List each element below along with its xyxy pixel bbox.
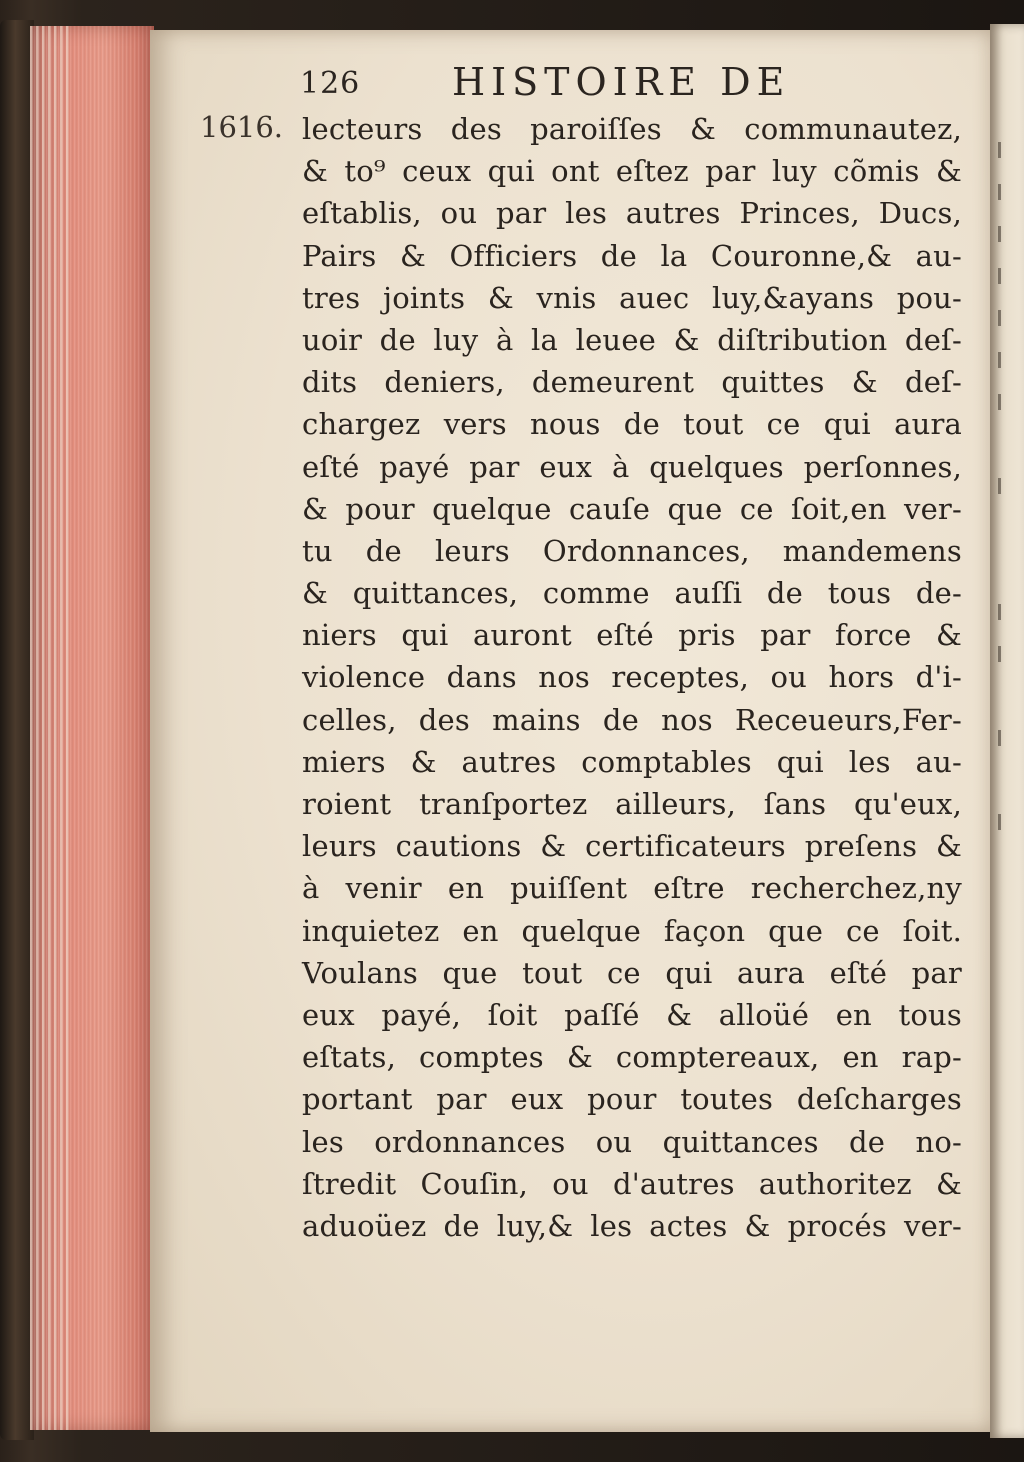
- text-line: uoir de luy à la leuee & diſtribution deſ-: [302, 322, 962, 357]
- text-line: les ordonnances ou quittances de no-: [302, 1124, 962, 1159]
- text-line: lecteurs des paroiſſes & communautez,: [302, 112, 962, 146]
- text-line: miers & autres comptables qui les au-: [302, 744, 962, 779]
- leather-binding: [0, 20, 34, 1440]
- adjacent-page-edge: [990, 24, 1024, 1438]
- text-line: aduoüez de luy,& les actes & procés ver-: [302, 1208, 962, 1243]
- text-line: eux payé, ſoit paſſé & alloüé en tous: [302, 997, 962, 1032]
- adjacent-page-glyph: [998, 352, 1001, 368]
- adjacent-page-glyph: [998, 310, 1001, 326]
- adjacent-page-glyph: [998, 142, 1001, 158]
- text-line: chargez vers nous de tout ce qui aura: [302, 407, 962, 442]
- adjacent-page-glyph: [998, 604, 1001, 620]
- adjacent-page-glyph: [998, 730, 1001, 746]
- text-line: Voulans que tout ce qui aura eſté par: [302, 955, 962, 990]
- text-line: inquietez en quelque façon que ce ſoit.: [302, 913, 962, 948]
- adjacent-page-glyph: [998, 226, 1001, 242]
- text-line: leurs cautions & certificateurs preſens &: [302, 829, 962, 864]
- margin-year: 1616.: [200, 110, 284, 144]
- text-line: & to⁹ ceux qui ont eſtez par luy cõmis &: [302, 154, 962, 189]
- text-line: & quittances, comme auſſi de tous de-: [302, 576, 962, 611]
- adjacent-page-glyph: [998, 646, 1001, 662]
- adjacent-page-glyph: [998, 478, 1001, 494]
- text-line: tres joints & vnis auec luy,&ayans pou-: [302, 280, 962, 315]
- adjacent-page-glyph: [998, 184, 1001, 200]
- text-line: tu de leurs Ordonnances, mandemens: [302, 533, 962, 568]
- text-line: ſtredit Couſin, ou d'autres authoritez &: [302, 1166, 962, 1201]
- text-line: niers qui auront eſté pris par force &: [302, 618, 962, 653]
- text-line: eſtablis, ou par les autres Princes, Ducs,: [302, 196, 962, 231]
- adjacent-page-glyph: [998, 814, 1001, 830]
- text-line: celles, des mains de nos Receueurs,Fer-: [302, 702, 962, 737]
- page-number: 126: [300, 66, 361, 101]
- adjacent-page-glyph: [998, 394, 1001, 410]
- page-header: [300, 60, 940, 112]
- red-page-edges: [30, 26, 154, 1430]
- adjacent-page-glyph: [998, 268, 1001, 284]
- text-line: violence dans nos receptes, ou hors d'i-: [302, 660, 962, 695]
- text-line: Pairs & Officiers de la Couronne,& au-: [302, 238, 962, 273]
- text-line: portant par eux pour toutes deſcharges: [302, 1082, 962, 1117]
- body-text: [302, 108, 962, 1247]
- text-line: & pour quelque cauſe que ce ſoit,en ver-: [302, 491, 962, 526]
- text-line: eſtats, comptes & comptereaux, en rap-: [302, 1040, 962, 1075]
- text-line: à venir en puiſſent eſtre recherchez,ny: [302, 871, 962, 906]
- text-line: roient tranſportez ailleurs, ſans qu'eux,: [302, 787, 962, 821]
- text-line: eſté payé par eux à quelques perſonnes,: [302, 449, 962, 484]
- text-line: dits deniers, demeurent quittes & deſ-: [302, 365, 962, 400]
- running-head: HISTOIRE DE: [452, 60, 791, 104]
